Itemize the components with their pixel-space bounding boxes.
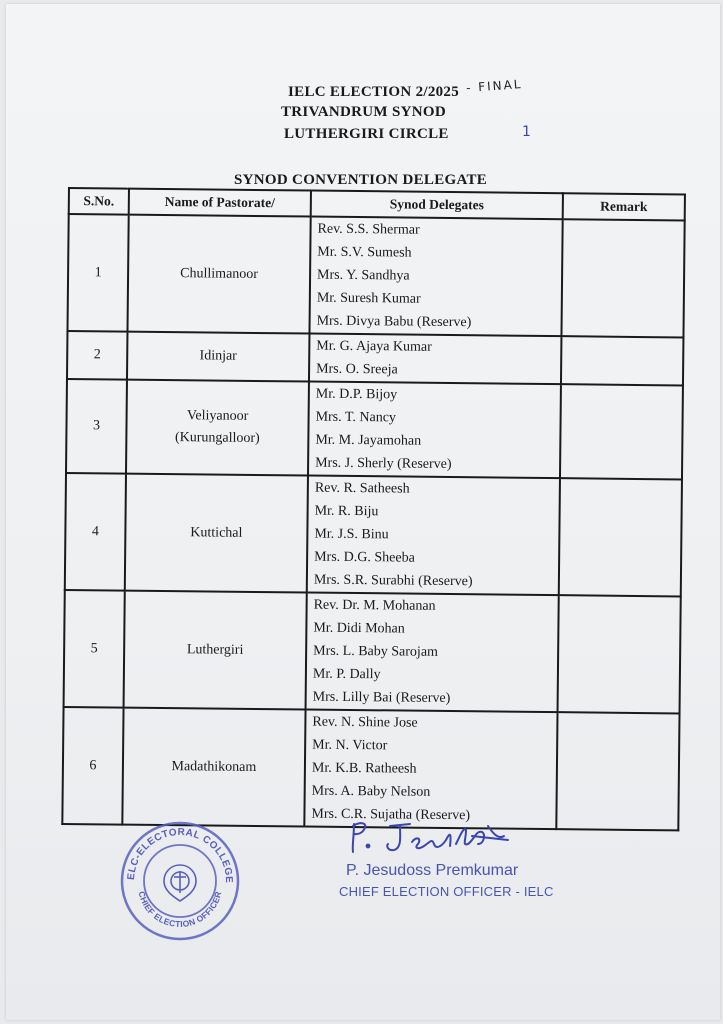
delegate-table — [61, 187, 686, 831]
stamp-ring-text: ELC-ELECTORAL COLLEGE — [125, 826, 235, 884]
col-header-delegates: Synod Delegates — [311, 191, 563, 220]
cell-pastorate: Madathikonam — [122, 708, 305, 827]
cell-remark — [556, 712, 679, 830]
delegate-name: Mr. P. Dally — [312, 666, 381, 683]
delegate-name: Mr. R. Biju — [314, 503, 379, 520]
delegate-name: Mrs. A. Baby Nelson — [311, 783, 431, 800]
delegate-name: Mr. K.B. Ratheesh — [311, 760, 417, 777]
col-header-sno: S.No. — [69, 188, 129, 215]
cell-sno: 4 — [65, 473, 126, 591]
delegate-name: Mrs. T. Nancy — [315, 409, 397, 426]
cell-pastorate: Veliyanoor (Kurungalloor) — [126, 380, 309, 476]
delegate-name: Mr. G. Ajaya Kumar — [316, 338, 432, 355]
cell-remark — [561, 336, 683, 385]
table-body — [62, 214, 684, 830]
delegate-name: Mrs. O. Sreeja — [316, 361, 398, 378]
section-title: SYNOD CONVENTION DELEGATE — [234, 172, 488, 188]
cell-delegates — [309, 217, 562, 337]
cell-remark — [559, 478, 682, 596]
table-row — [67, 331, 683, 385]
delegate-name: Rev. S.S. Shermar — [317, 221, 420, 238]
cell-delegates — [308, 382, 561, 479]
cell-sno: 6 — [62, 707, 123, 825]
delegate-name: Mr. Didi Mohan — [313, 620, 405, 637]
cell-pastorate: Chullimanoor — [127, 215, 310, 334]
stamp-emblem-icon — [164, 865, 196, 901]
delegate-name: Mr. D.P. Bijoy — [315, 386, 398, 403]
delegate-name: Mr. S.V. Sumesh — [317, 244, 412, 261]
signature-scribble — [348, 816, 528, 862]
delegate-name: Mrs. Divya Babu (Reserve) — [316, 313, 472, 331]
signatory-title: CHIEF ELECTION OFFICER - IELC — [339, 884, 554, 899]
delegate-name: Mr. N. Victor — [312, 737, 388, 754]
delegate-name: Mrs. L. Baby Sarojam — [313, 643, 439, 660]
cell-sno: 2 — [67, 331, 127, 380]
col-header-remark: Remark — [563, 193, 685, 220]
handwritten-mark: 1 — [522, 124, 531, 140]
delegate-table-wrapper — [61, 187, 684, 831]
cell-remark — [560, 384, 683, 479]
delegate-name: Mr. Suresh Kumar — [316, 290, 421, 307]
election-title: IELC ELECTION 2/2025 — [288, 84, 460, 100]
delegate-name: Mrs. J. Sherly (Reserve) — [315, 455, 452, 473]
col-header-pastorate: Name of Pastorate/ — [129, 189, 311, 217]
delegate-name: Rev. R. Satheesh — [314, 480, 410, 497]
table-row — [67, 214, 684, 337]
delegate-name: Rev. Dr. M. Mohanan — [313, 597, 436, 614]
cell-sno: 1 — [67, 214, 128, 332]
delegate-name: Mr. J.S. Binu — [314, 526, 389, 543]
cell-delegates — [307, 476, 560, 596]
cell-sno: 5 — [64, 590, 125, 708]
document-page — [6, 4, 720, 1020]
cell-pastorate: Luthergiri — [124, 591, 307, 710]
delegate-name: Mrs. Y. Sandhya — [317, 267, 410, 284]
cell-remark — [558, 595, 681, 713]
delegate-name: Mrs. D.G. Sheeba — [314, 549, 415, 566]
cell-sno: 3 — [66, 379, 127, 474]
delegate-name: Mrs. C.R. Sujatha (Reserve) — [311, 806, 471, 824]
table-row — [65, 473, 682, 596]
signatory-name: P. Jesudoss Premkumar — [346, 862, 519, 879]
final-handwritten-note: - FINAL — [465, 77, 523, 95]
cell-pastorate: Idinjar — [127, 332, 309, 382]
cell-delegates — [306, 593, 559, 713]
delegate-name: Mrs. S.R. Surabhi (Reserve) — [313, 572, 473, 590]
cell-delegates — [309, 334, 561, 385]
cell-delegates — [304, 710, 557, 830]
stamp-bottom-text: CHIEF ELECTION OFFICER — [136, 890, 224, 930]
table-row — [66, 379, 683, 479]
cell-pastorate: Kuttichal — [125, 474, 308, 593]
cell-remark — [561, 219, 684, 337]
synod-title: TRIVANDRUM SYNOD — [281, 104, 446, 120]
table-row — [64, 590, 681, 713]
electoral-college-stamp — [118, 819, 242, 943]
table-row — [62, 707, 679, 830]
delegate-name: Mr. M. Jayamohan — [315, 432, 422, 449]
delegate-name: Rev. N. Shine Jose — [312, 714, 418, 731]
delegate-name: Mrs. Lilly Bai (Reserve) — [312, 689, 451, 707]
circle-title: LUTHERGIRI CIRCLE — [284, 126, 449, 142]
